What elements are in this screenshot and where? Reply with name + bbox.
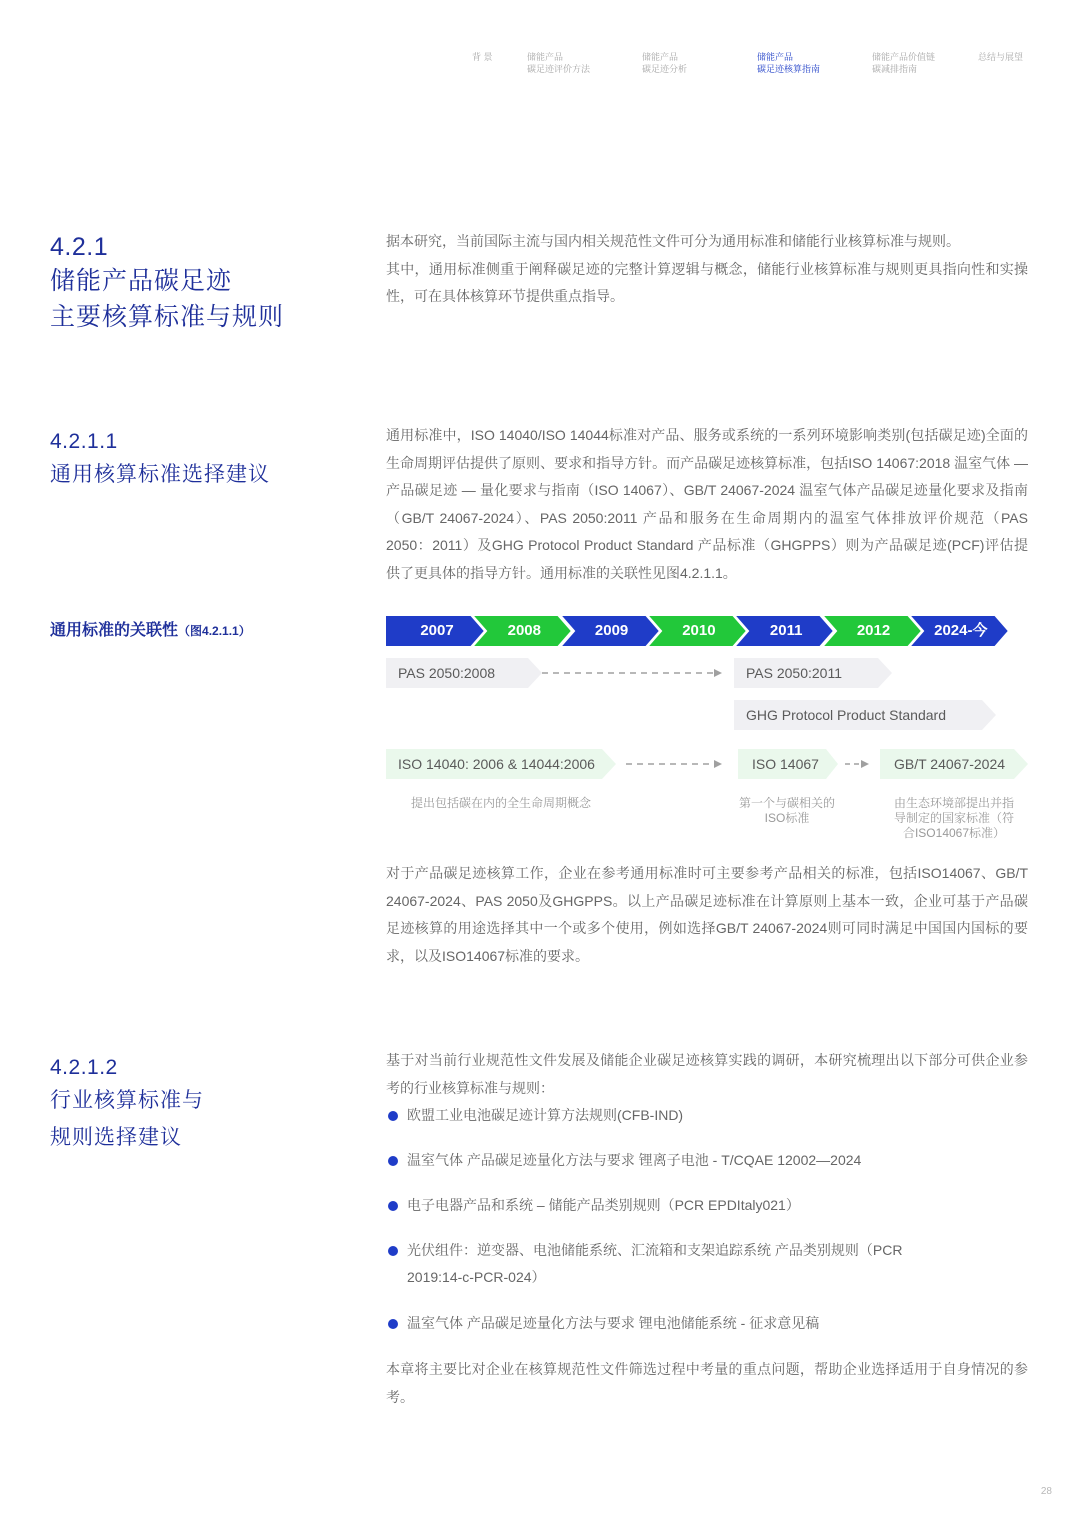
subsection-title-line1: 行业核算标准与 [50,1089,204,1112]
timeline-year-label: 2012 [856,622,891,639]
section-paragraph: 据本研究，当前国际主流与国内相关规范性文件可分为通用标准和储能行业核算标准与规则。 [386,233,960,249]
standard-label: ISO 14040: 2006 & 14044:2006 [398,756,595,772]
timeline-year-4 [734,615,834,647]
nav-label: 储能产品价值链 [872,52,936,62]
paragraph-text: 对于产品碳足迹核算工作，企业在参考通用标准时可主要参考产品相关的标准，包括ISO14067、GB/T 24067-2024、PAS 2050及GHGPPS。以上产品碳足迹标准在计算原则上基本一致，企业可基于产品碳足迹核算的用途选择其中一个或多个使用，例如选择GB/T 24067-2024则可同时满足中国国内国标的要求，以及ISO14067标准的要求。 [386,865,1028,964]
subsection-intro [386,1047,1028,1102]
section-paragraph: 其中，通用标准侧重于阐释碳足迹的完整计算逻辑与概念，储能行业核算标准与规则更具指向性和实操性，可在具体核算环节提供重点指导。 [386,260,1028,304]
dashed-arrow-gbt [845,758,871,770]
nav-label: 储能产品 [527,52,564,62]
paragraph-text: 通用标准中，ISO 14040/ISO 14044标准对产品、服务或系统的一系列环境影响类别(包括碳足迹)全面的生命周期评估提供了原则、要求和指导方针。而产品碳足迹核算标准，包括ISO 14067:2018 温室气体 — 产品碳足迹 — 量化要求与指南（ISO 14067）、GB/T 24067-2024 温室气体产品碳足迹量化要求及指南（GB/T 24067-2024）、PAS 2050:2011 产品和服务在生命周期内的温室气体排放评价规范（PAS 2050：2011）及GHG Protocol Product Standard 产品标准（GHGPPS）则为产品碳足迹(PCF)评估提供了更具体的指导方针。通用标准的关联性见图4.2.1.1。 [386,427,1028,581]
figure-caption [50,617,251,640]
list-item [388,1192,1028,1219]
standard-label: PAS 2050:2008 [398,665,496,681]
nav-item-accounting-guide[interactable] [757,51,820,75]
figure-caption-text: 通用标准的关联性 [50,622,179,639]
list-item [388,1147,1028,1174]
dashed-arrow-pas [542,667,724,679]
note-iso14067 [722,796,852,826]
standard-label: GB/T 24067-2024 [894,756,1006,772]
nav-item-background[interactable] [472,51,493,63]
list-item-text: 欧盟工业电池碳足迹计算方法规则(CFB-IND) [407,1107,684,1123]
subsection-title: 通用核算标准选择建议 [50,463,270,486]
timeline-year-label: 2010 [682,622,716,639]
paragraph-text: 基于对当前行业规范性文件发展及储能企业碳足迹核算实践的调研，本研究梳理出以下部分可供企业参考的行业核算标准与规则： [386,1052,1028,1096]
timeline-year-label: 2008 [507,622,541,639]
section-number: 4.2.1 [50,233,109,261]
section-title-line1: 储能产品碳足迹 [50,267,233,295]
figure-reference: （图4.2.1.1） [178,624,251,638]
note-line: ISO标准 [764,811,810,825]
list-item-text: 光伏组件：逆变器、电池储能系统、汇流箱和支架追踪系统 产品类别规则（PCR 2019:14-c-PCR-024） [407,1242,903,1285]
note-line: 导制定的国家标准（符 [893,811,1014,825]
standard-pas2011 [734,658,892,688]
subsection-paragraph [386,422,1028,587]
subsection-number: 4.2.1.2 [50,1056,118,1079]
list-item-text: 温室气体 产品碳足迹量化方法与要求 锂电池储能系统 - 征求意见稿 [407,1315,820,1331]
section-intro [386,228,1028,311]
subsection-title-line2: 规则选择建议 [50,1126,182,1149]
bullet-icon [388,1319,398,1329]
timeline-year-3 [647,615,747,647]
nav-item-value-chain[interactable] [872,51,935,75]
timeline-year-label: 2009 [594,622,629,639]
timeline-year-label: 2011 [769,622,803,639]
subsection-number: 4.2.1.1 [50,430,118,453]
list-item [388,1237,936,1291]
note-gbt [880,796,1028,841]
nav-label: 总结与展望 [978,52,1024,62]
bullet-icon [388,1246,398,1256]
list-item [388,1102,1028,1129]
nav-label: 碳足迹核算指南 [757,64,821,74]
standard-iso14067 [738,749,838,779]
nav-item-analysis[interactable] [642,51,687,75]
standard-iso14040 [386,749,616,779]
nav-label: 储能产品 [757,52,794,62]
standard-label: GHG Protocol Product Standard [746,707,946,723]
list-item-text: 温室气体 产品碳足迹量化方法与要求 锂离子电池 - T/CQAE 12002—2024 [407,1152,862,1168]
paragraph-text: 本章将主要比对企业在核算规范性文件筛选过程中考量的重点问题，帮助企业选择适用于自身情况的参考。 [386,1361,1028,1405]
timeline-year-2 [560,615,660,647]
note-line: 由生态环境部提出并指 [893,796,1014,810]
timeline-year-5 [822,615,922,647]
after-figure-paragraph [386,860,1028,970]
timeline-year-label: 2024-今 [934,622,988,639]
standard-ghg [734,700,996,730]
standard-label: PAS 2050:2011 [746,665,843,681]
standard-pas2008 [386,658,542,688]
note-iso14040: 提出包括碳在内的全生命周期概念 [410,796,591,810]
nav-label: 碳减排指南 [872,64,918,74]
dashed-arrow-iso [626,758,724,770]
timeline-year-0 [385,615,485,647]
timeline-year-label: 2007 [420,622,454,639]
section-title-line2: 主要核算标准与规则 [50,303,285,331]
timeline-year-1 [472,615,572,647]
timeline-year-6 [909,615,1009,647]
note-line: 第一个与碳相关的 [738,796,835,810]
bullet-icon [388,1156,398,1166]
subsection-outro [386,1356,1028,1411]
page-number: 28 [1040,1486,1052,1497]
bullet-icon [388,1111,398,1121]
standard-gbt [880,749,1028,779]
standard-label: ISO 14067 [752,756,819,772]
list-item [388,1310,1028,1337]
note-line: 合ISO14067标准） [902,826,1006,840]
nav-label: 碳足迹分析 [642,64,688,74]
list-item-text: 电子电器产品和系统 – 储能产品类别规则（PCR EPDItaly021） [407,1197,800,1213]
nav-item-summary[interactable] [978,51,1023,63]
nav-item-evaluation-method[interactable] [527,51,590,75]
nav-label: 储能产品 [642,52,679,62]
bullet-icon [388,1201,398,1211]
nav-label: 背 景 [472,52,493,62]
nav-label: 碳足迹评价方法 [527,64,591,74]
